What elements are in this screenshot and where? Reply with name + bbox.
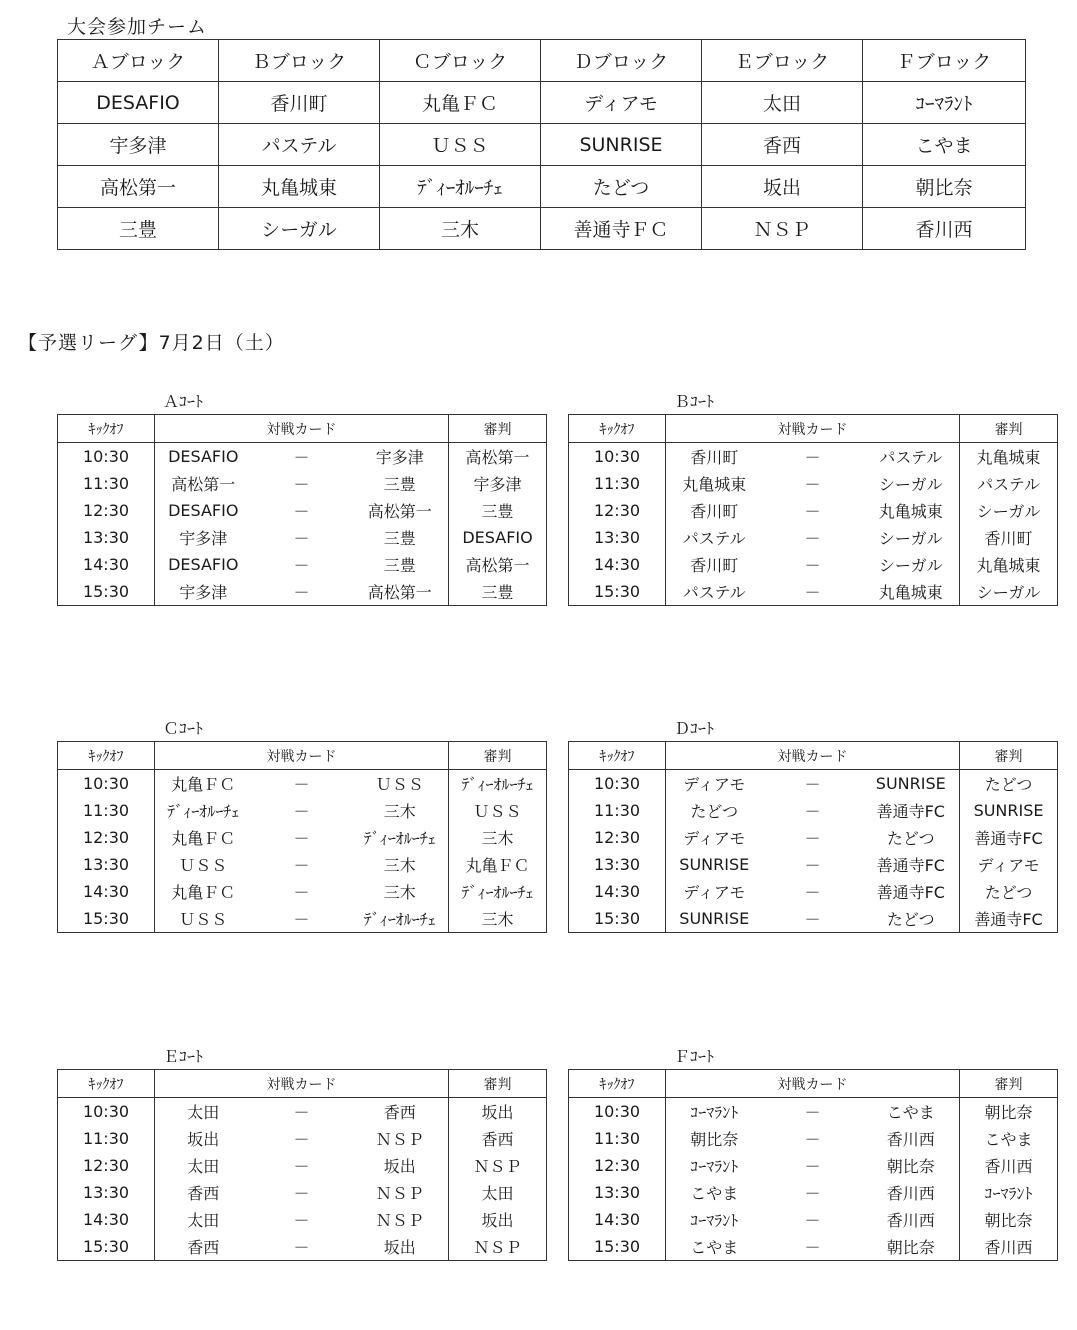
versus-dash: － xyxy=(804,1211,821,1230)
court-label-d: Ｄｺｰﾄ xyxy=(674,719,715,738)
referee-header: 審判 xyxy=(960,415,1058,443)
match-row xyxy=(569,851,1058,878)
away-team: ＮＳＰ xyxy=(352,1206,449,1233)
match-row xyxy=(569,797,1058,824)
home-team: 太田 xyxy=(155,1152,252,1179)
team-cell: SUNRISE xyxy=(541,124,702,166)
versus-dash: － xyxy=(804,1130,821,1149)
blocks-row xyxy=(58,166,1026,208)
away-team: 丸亀城東 xyxy=(863,578,960,606)
referee-team: 朝比奈 xyxy=(960,1206,1058,1233)
match-row xyxy=(569,551,1058,578)
teams-section-title: 大会参加チーム xyxy=(67,16,208,38)
match-row xyxy=(58,878,547,905)
block-header-d: Ｄブロック xyxy=(541,40,702,82)
court-table-e xyxy=(57,1069,547,1261)
home-team: SUNRISE xyxy=(666,851,763,878)
referee-team: ＵＳＳ xyxy=(449,797,547,824)
kickoff-time: 10:30 xyxy=(58,443,155,471)
versus-dash: － xyxy=(293,448,310,467)
kickoff-time: 14:30 xyxy=(58,878,155,905)
referee-team: 香西 xyxy=(449,1125,547,1152)
versus-dash: － xyxy=(804,883,821,902)
court-label-c: Ｃｺｰﾄ xyxy=(163,719,204,738)
away-team: 朝比奈 xyxy=(863,1152,960,1179)
versus-dash: － xyxy=(252,905,352,933)
versus-dash: － xyxy=(293,556,310,575)
versus-dash: － xyxy=(804,529,821,548)
referee-team: 丸亀城東 xyxy=(960,551,1058,578)
referee-team: ディアモ xyxy=(960,851,1058,878)
versus-dash: － xyxy=(293,1211,310,1230)
away-team: 朝比奈 xyxy=(863,1233,960,1261)
home-team: ディアモ xyxy=(666,824,763,851)
court-table-a xyxy=(57,414,547,606)
kickoff-time: 13:30 xyxy=(569,1179,666,1206)
kickoff-header: ｷｯｸｵﾌ xyxy=(58,415,155,443)
match-row xyxy=(58,851,547,878)
match-row xyxy=(58,524,547,551)
away-team: 坂出 xyxy=(352,1152,449,1179)
kickoff-time: 12:30 xyxy=(569,1152,666,1179)
blocks-row xyxy=(58,124,1026,166)
home-team: 太田 xyxy=(155,1098,252,1126)
team-cell: たどつ xyxy=(541,166,702,208)
referee-team: 丸亀城東 xyxy=(960,443,1058,471)
versus-dash: － xyxy=(804,556,821,575)
team-cell: DESAFIO xyxy=(58,82,219,124)
match-row xyxy=(58,905,547,933)
away-team: 三豊 xyxy=(352,551,449,578)
away-team: 香川西 xyxy=(863,1125,960,1152)
versus-dash: － xyxy=(804,502,821,521)
kickoff-time: 15:30 xyxy=(58,905,155,933)
court-header-row xyxy=(569,1070,1058,1098)
referee-team: 香川町 xyxy=(960,524,1058,551)
versus-dash: － xyxy=(293,883,310,902)
away-team: たどつ xyxy=(863,824,960,851)
referee-team: 三豊 xyxy=(449,497,547,524)
match-row xyxy=(569,824,1058,851)
away-team: 丸亀城東 xyxy=(863,497,960,524)
home-team: 丸亀ＦＣ xyxy=(155,878,252,905)
team-cell: 香川西 xyxy=(863,208,1026,250)
match-row xyxy=(58,1125,547,1152)
referee-team: たどつ xyxy=(960,878,1058,905)
away-team: ﾃﾞｨｰｵﾙｰﾁｪ xyxy=(352,905,449,933)
kickoff-time: 15:30 xyxy=(58,578,155,606)
kickoff-time: 14:30 xyxy=(569,1206,666,1233)
referee-team: DESAFIO xyxy=(449,524,547,551)
match-row xyxy=(58,497,547,524)
referee-team: シーガル xyxy=(960,578,1058,606)
blocks-header-row xyxy=(58,40,1026,82)
away-team: 三木 xyxy=(352,797,449,824)
home-team: ｺｰﾏﾗﾝﾄ xyxy=(666,1098,763,1126)
team-cell: 善通寺ＦＣ xyxy=(541,208,702,250)
away-team: シーガル xyxy=(863,470,960,497)
home-team: パステル xyxy=(666,524,763,551)
home-team: ﾃﾞｨｰｵﾙｰﾁｪ xyxy=(155,797,252,824)
kickoff-time: 13:30 xyxy=(58,851,155,878)
home-team: 香川町 xyxy=(666,497,763,524)
block-header-a: Ａブロック xyxy=(58,40,219,82)
home-team: 丸亀ＦＣ xyxy=(155,770,252,798)
court-table-d xyxy=(568,741,1058,933)
away-team: 三木 xyxy=(352,851,449,878)
referee-team: 香川西 xyxy=(960,1233,1058,1261)
team-cell: 香川町 xyxy=(219,82,380,124)
match-row xyxy=(569,1206,1058,1233)
court-label-f: Ｆｺｰﾄ xyxy=(674,1047,715,1066)
versus-dash: － xyxy=(293,529,310,548)
match-row xyxy=(569,578,1058,606)
kickoff-header: ｷｯｸｵﾌ xyxy=(569,415,666,443)
kickoff-time: 11:30 xyxy=(58,797,155,824)
kickoff-time: 12:30 xyxy=(58,497,155,524)
kickoff-time: 11:30 xyxy=(58,470,155,497)
versus-dash: － xyxy=(804,1184,821,1203)
match-row xyxy=(58,824,547,851)
kickoff-time: 15:30 xyxy=(569,578,666,606)
team-cell: 朝比奈 xyxy=(863,166,1026,208)
versus-dash: － xyxy=(293,802,310,821)
court-header-row xyxy=(569,742,1058,770)
away-team: 三豊 xyxy=(352,524,449,551)
court-label-e: Ｅｺｰﾄ xyxy=(163,1047,204,1066)
kickoff-time: 13:30 xyxy=(569,851,666,878)
home-team: 宇多津 xyxy=(155,524,252,551)
team-cell: ｺｰﾏﾗﾝﾄ xyxy=(863,82,1026,124)
card-header: 対戦カード xyxy=(155,415,449,443)
away-team: シーガル xyxy=(863,551,960,578)
home-team: DESAFIO xyxy=(155,443,252,471)
referee-team: ｺｰﾏﾗﾝﾄ xyxy=(960,1179,1058,1206)
kickoff-time: 10:30 xyxy=(569,770,666,798)
card-header: 対戦カード xyxy=(666,1070,960,1098)
kickoff-time: 14:30 xyxy=(58,551,155,578)
match-row xyxy=(569,497,1058,524)
away-team: SUNRISE xyxy=(863,770,960,798)
team-cell: 香西 xyxy=(702,124,863,166)
versus-dash: － xyxy=(293,1184,310,1203)
away-team: 高松第一 xyxy=(352,497,449,524)
versus-dash: － xyxy=(804,802,821,821)
away-team: 宇多津 xyxy=(352,443,449,471)
match-row xyxy=(569,524,1058,551)
referee-header: 審判 xyxy=(960,1070,1058,1098)
kickoff-time: 13:30 xyxy=(58,1179,155,1206)
versus-dash: － xyxy=(804,448,821,467)
versus-dash: － xyxy=(293,1130,310,1149)
away-team: 高松第一 xyxy=(352,578,449,606)
home-team: 高松第一 xyxy=(155,470,252,497)
match-row xyxy=(569,905,1058,933)
kickoff-time: 15:30 xyxy=(569,1233,666,1261)
referee-team: 丸亀ＦＣ xyxy=(449,851,547,878)
court-table-c xyxy=(57,741,547,933)
referee-team: 高松第一 xyxy=(449,443,547,471)
versus-dash: － xyxy=(804,775,821,794)
away-team: 善通寺FC xyxy=(863,878,960,905)
team-cell: 丸亀城東 xyxy=(219,166,380,208)
court-table-b xyxy=(568,414,1058,606)
block-header-e: Ｅブロック xyxy=(702,40,863,82)
match-row xyxy=(58,797,547,824)
away-team: パステル xyxy=(863,443,960,471)
match-row xyxy=(58,443,547,471)
away-team: 香川西 xyxy=(863,1179,960,1206)
home-team: DESAFIO xyxy=(155,551,252,578)
team-cell: 宇多津 xyxy=(58,124,219,166)
referee-team: 高松第一 xyxy=(449,551,547,578)
referee-header: 審判 xyxy=(449,742,547,770)
home-team: 香西 xyxy=(155,1233,252,1261)
referee-team: 三木 xyxy=(449,824,547,851)
versus-dash: － xyxy=(252,1233,352,1261)
referee-team: 坂出 xyxy=(449,1098,547,1126)
home-team: 太田 xyxy=(155,1206,252,1233)
away-team: ＮＳＰ xyxy=(352,1179,449,1206)
referee-team: 香川西 xyxy=(960,1152,1058,1179)
home-team: パステル xyxy=(666,578,763,606)
match-row xyxy=(569,1233,1058,1261)
match-row xyxy=(569,1152,1058,1179)
referee-team: ﾃﾞｨｰｵﾙｰﾁｪ xyxy=(449,770,547,798)
referee-header: 審判 xyxy=(449,415,547,443)
match-row xyxy=(58,1152,547,1179)
referee-team: 朝比奈 xyxy=(960,1098,1058,1126)
versus-dash: － xyxy=(293,856,310,875)
home-team: 香川町 xyxy=(666,443,763,471)
kickoff-time: 10:30 xyxy=(58,770,155,798)
kickoff-time: 14:30 xyxy=(569,551,666,578)
referee-header: 審判 xyxy=(960,742,1058,770)
home-team: DESAFIO xyxy=(155,497,252,524)
kickoff-time: 15:30 xyxy=(58,1233,155,1261)
versus-dash: － xyxy=(804,829,821,848)
court-header-row xyxy=(58,742,547,770)
away-team: 善通寺FC xyxy=(863,851,960,878)
home-team: ｺｰﾏﾗﾝﾄ xyxy=(666,1206,763,1233)
blocks-row xyxy=(58,82,1026,124)
referee-team: 三豊 xyxy=(449,578,547,606)
versus-dash: － xyxy=(763,905,863,933)
team-cell: シーガル xyxy=(219,208,380,250)
match-row xyxy=(569,878,1058,905)
match-row xyxy=(569,470,1058,497)
referee-team: たどつ xyxy=(960,770,1058,798)
referee-team: ＮＳＰ xyxy=(449,1233,547,1261)
referee-team: パステル xyxy=(960,470,1058,497)
kickoff-time: 10:30 xyxy=(58,1098,155,1126)
team-cell: 丸亀ＦＣ xyxy=(380,82,541,124)
away-team: 香川西 xyxy=(863,1206,960,1233)
card-header: 対戦カード xyxy=(666,742,960,770)
team-cell: ＵＳＳ xyxy=(380,124,541,166)
team-cell: こやま xyxy=(863,124,1026,166)
versus-dash: － xyxy=(293,775,310,794)
referee-team: 善通寺FC xyxy=(960,824,1058,851)
match-row xyxy=(569,770,1058,798)
card-header: 対戦カード xyxy=(666,415,960,443)
card-header: 対戦カード xyxy=(155,742,449,770)
referee-team: SUNRISE xyxy=(960,797,1058,824)
match-row xyxy=(58,1098,547,1126)
blocks-table xyxy=(57,39,1026,250)
home-team: ＵＳＳ xyxy=(155,905,252,933)
court-header-row xyxy=(569,415,1058,443)
court-header-row xyxy=(58,1070,547,1098)
referee-team: 宇多津 xyxy=(449,470,547,497)
kickoff-header: ｷｯｸｵﾌ xyxy=(569,1070,666,1098)
home-team: ディアモ xyxy=(666,878,763,905)
court-header-row xyxy=(58,415,547,443)
versus-dash: － xyxy=(763,1233,863,1261)
kickoff-time: 13:30 xyxy=(569,524,666,551)
match-row xyxy=(569,1125,1058,1152)
match-row xyxy=(569,1098,1058,1126)
referee-team: 三木 xyxy=(449,905,547,933)
team-cell: ﾃﾞｨｰｵﾙｰﾁｪ xyxy=(380,166,541,208)
referee-team: ＮＳＰ xyxy=(449,1152,547,1179)
block-header-b: Ｂブロック xyxy=(219,40,380,82)
home-team: 丸亀ＦＣ xyxy=(155,824,252,851)
kickoff-time: 14:30 xyxy=(569,878,666,905)
referee-header: 審判 xyxy=(449,1070,547,1098)
away-team: ＵＳＳ xyxy=(352,770,449,798)
versus-dash: － xyxy=(804,1103,821,1122)
home-team: 香西 xyxy=(155,1179,252,1206)
kickoff-time: 12:30 xyxy=(58,824,155,851)
team-cell: 坂出 xyxy=(702,166,863,208)
kickoff-header: ｷｯｸｵﾌ xyxy=(58,1070,155,1098)
league-title: 【予選リーグ】7月2日（土） xyxy=(18,332,285,354)
away-team: 三豊 xyxy=(352,470,449,497)
away-team: ﾃﾞｨｰｵﾙｰﾁｪ xyxy=(352,824,449,851)
kickoff-time: 10:30 xyxy=(569,1098,666,1126)
match-row xyxy=(58,470,547,497)
home-team: こやま xyxy=(666,1179,763,1206)
versus-dash: － xyxy=(293,1157,310,1176)
home-team: たどつ xyxy=(666,797,763,824)
away-team: こやま xyxy=(863,1098,960,1126)
card-header: 対戦カード xyxy=(155,1070,449,1098)
referee-team: こやま xyxy=(960,1125,1058,1152)
away-team: 三木 xyxy=(352,878,449,905)
team-cell: 高松第一 xyxy=(58,166,219,208)
versus-dash: － xyxy=(293,829,310,848)
court-label-b: Ｂｺｰﾄ xyxy=(674,392,715,411)
versus-dash: － xyxy=(763,578,863,606)
home-team: SUNRISE xyxy=(666,905,763,933)
kickoff-header: ｷｯｸｵﾌ xyxy=(58,742,155,770)
referee-team: ﾃﾞｨｰｵﾙｰﾁｪ xyxy=(449,878,547,905)
match-row xyxy=(569,1179,1058,1206)
kickoff-time: 14:30 xyxy=(58,1206,155,1233)
kickoff-time: 10:30 xyxy=(569,443,666,471)
court-label-a: Ａｺｰﾄ xyxy=(163,392,204,411)
block-header-f: Ｆブロック xyxy=(863,40,1026,82)
versus-dash: － xyxy=(804,1157,821,1176)
home-team: 香川町 xyxy=(666,551,763,578)
kickoff-time: 15:30 xyxy=(569,905,666,933)
away-team: たどつ xyxy=(863,905,960,933)
kickoff-time: 12:30 xyxy=(569,497,666,524)
match-row xyxy=(58,551,547,578)
versus-dash: － xyxy=(252,578,352,606)
match-row xyxy=(58,770,547,798)
team-cell: 三木 xyxy=(380,208,541,250)
home-team: 朝比奈 xyxy=(666,1125,763,1152)
away-team: 坂出 xyxy=(352,1233,449,1261)
referee-team: シーガル xyxy=(960,497,1058,524)
away-team: 香西 xyxy=(352,1098,449,1126)
match-row xyxy=(58,1206,547,1233)
referee-team: 太田 xyxy=(449,1179,547,1206)
home-team: 宇多津 xyxy=(155,578,252,606)
home-team: こやま xyxy=(666,1233,763,1261)
match-row xyxy=(569,443,1058,471)
kickoff-header: ｷｯｸｵﾌ xyxy=(569,742,666,770)
home-team: ｺｰﾏﾗﾝﾄ xyxy=(666,1152,763,1179)
blocks-row xyxy=(58,208,1026,250)
home-team: ディアモ xyxy=(666,770,763,798)
home-team: ＵＳＳ xyxy=(155,851,252,878)
team-cell: ディアモ xyxy=(541,82,702,124)
kickoff-time: 11:30 xyxy=(569,1125,666,1152)
team-cell: パステル xyxy=(219,124,380,166)
referee-team: 坂出 xyxy=(449,1206,547,1233)
match-row xyxy=(58,578,547,606)
kickoff-time: 13:30 xyxy=(58,524,155,551)
home-team: 坂出 xyxy=(155,1125,252,1152)
home-team: 丸亀城東 xyxy=(666,470,763,497)
team-cell: ＮＳＰ xyxy=(702,208,863,250)
versus-dash: － xyxy=(293,1103,310,1122)
away-team: ＮＳＰ xyxy=(352,1125,449,1152)
versus-dash: － xyxy=(293,502,310,521)
match-row xyxy=(58,1233,547,1261)
kickoff-time: 11:30 xyxy=(569,470,666,497)
versus-dash: － xyxy=(293,475,310,494)
kickoff-time: 11:30 xyxy=(58,1125,155,1152)
versus-dash: － xyxy=(804,475,821,494)
away-team: シーガル xyxy=(863,524,960,551)
block-header-c: Ｃブロック xyxy=(380,40,541,82)
away-team: 善通寺FC xyxy=(863,797,960,824)
referee-team: 善通寺FC xyxy=(960,905,1058,933)
kickoff-time: 12:30 xyxy=(569,824,666,851)
team-cell: 三豊 xyxy=(58,208,219,250)
versus-dash: － xyxy=(804,856,821,875)
team-cell: 太田 xyxy=(702,82,863,124)
kickoff-time: 12:30 xyxy=(58,1152,155,1179)
court-table-f xyxy=(568,1069,1058,1261)
kickoff-time: 11:30 xyxy=(569,797,666,824)
match-row xyxy=(58,1179,547,1206)
